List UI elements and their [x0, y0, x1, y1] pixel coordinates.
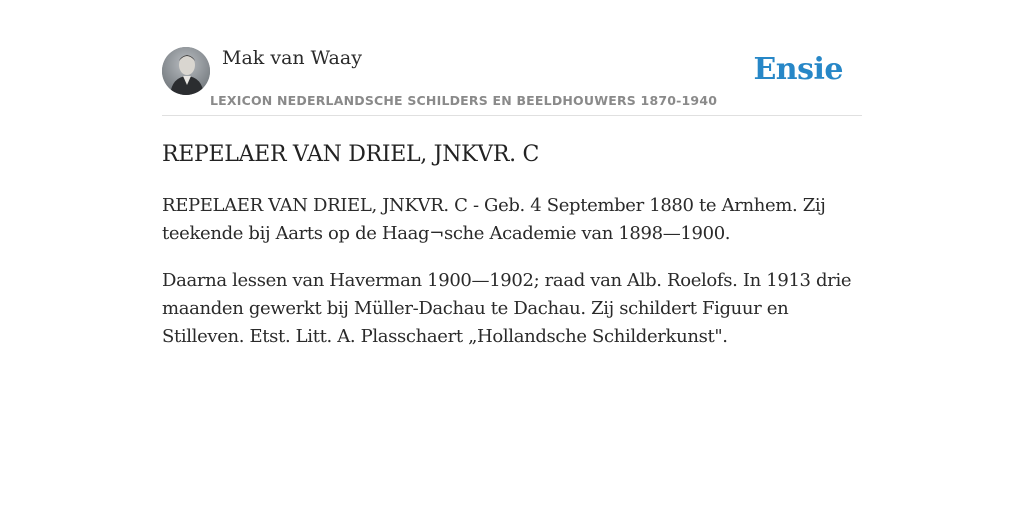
article-body [162, 192, 862, 370]
page-title: REPELAER VAN DRIEL, JNKVR. C [162, 142, 540, 167]
portrait-image [162, 47, 210, 95]
author-avatar[interactable] [162, 47, 210, 95]
paragraph-2: Daarna lessen van Haverman 1900—1902; raad van Alb. Roelofs. In 1913 drie maanden gewerkt bij Müller-Dachau te Dachau. Zij schildert Figuur en Stilleven. Etst. Litt. A. Plasschaert „Hollandsche Schilderkunst". [162, 270, 852, 347]
article-header [162, 46, 862, 116]
paragraph-1: REPELAER VAN DRIEL, JNKVR. C - Geb. 4 September 1880 te Arnhem. Zij teekende bij Aarts op de Haag¬sche Academie van 1898—1900. [162, 195, 826, 244]
source-title[interactable]: LEXICON NEDERLANDSCHE SCHILDERS EN BEELDHOUWERS 1870-1940 [210, 93, 718, 108]
ensie-logo[interactable]: Ensie [753, 52, 843, 87]
author-name[interactable]: Mak van Waay [222, 47, 362, 69]
